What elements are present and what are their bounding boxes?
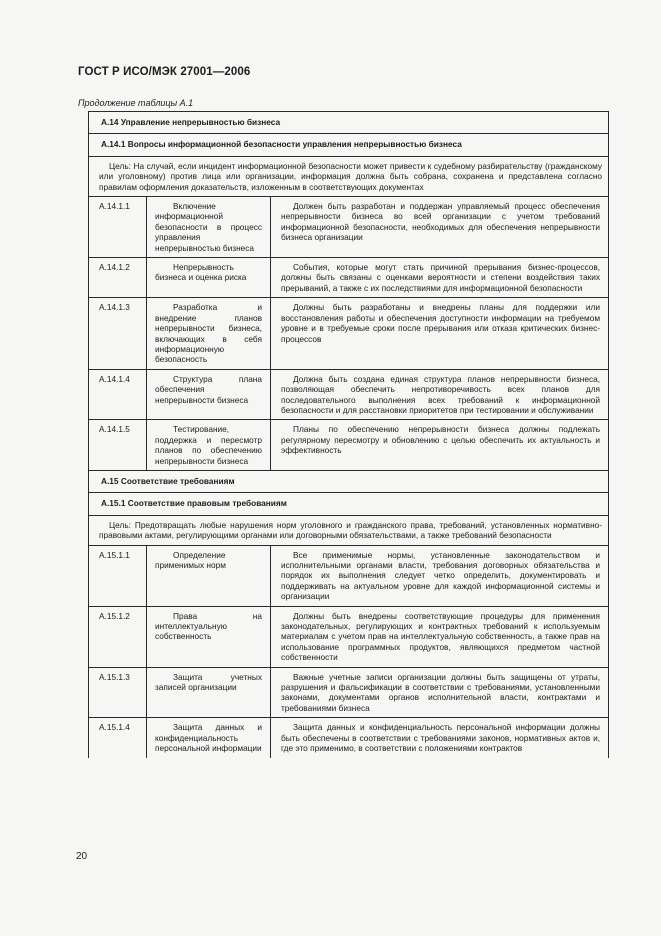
control-description: Защита данных и конфиденциальность персональной информации должны быть обеспечены в соответствии с требованиями законов, нормативных актов и, где это применимо, в соответствии с положениями контрактов [271,718,609,758]
section-title: А.15 Соответствие требованиям [89,470,609,492]
table-row [89,718,609,758]
subsection-title: А.14.1 Вопросы информационной безопасности управления непрерывностью бизнеса [89,134,609,156]
control-description: Должен быть разработан и поддержан управляемый процесс обеспечения непрерывности бизнеса во всей организации с учетом требований информационной безопасности, необходимых для обеспечения непрерывности бизнеса организации [271,197,609,258]
control-code: А.15.1.4 [89,718,147,758]
control-name: Тестирование, поддержка и пересмотр планов по обеспечению непрерывности бизнеса [147,420,271,471]
page-number: 20 [76,851,88,862]
control-description: Должна быть создана единая структура планов непрерывности бизнеса, позволяющая обеспечить непротиворечивость всех планов для последовательного выполнения всех требований к информационной безопасности и для расстановки приоритетов при тестировании и обслуживании [271,369,609,420]
control-name: Непрерывность бизнеса и оценка риска [147,258,271,298]
control-name: Защита данных и конфиденциальность персональной информации [147,718,271,758]
control-code: А.14.1.1 [89,197,147,258]
control-code: А.15.1.1 [89,545,147,606]
control-name: Определение применимых норм [147,545,271,606]
control-name: Права на интеллектуальную собственность [147,606,271,667]
control-description: События, которые могут стать причиной прерывания бизнес-процессов, должны быть связаны с оценками вероятности и степени воздействия таких прерываний, а также с их последствиями для информационной безопасности [271,258,609,298]
document-title: ГОСТ Р ИСО/МЭК 27001—2006 [78,66,251,78]
table-row [89,258,609,298]
table-row [89,606,609,667]
goal-text: Цель: Предотвращать любые нарушения норм уголовного и гражданского права, требований, установленных нормативно-правовыми актами, регулирующими органами или договорными обязательствами, а также требований безопасности [89,515,609,545]
control-description: Планы по обеспечению непрерывности бизнеса должны подлежать регулярному пересмотру и обновлению с целью обеспечить их актуальность и эффективность [271,420,609,471]
goal-row [89,156,609,196]
subsection-row [89,134,609,156]
subsection-row [89,493,609,515]
control-description: Важные учетные записи организации должны быть защищены от утраты, разрушения и фальсификации в соответствии с требованиями, установленными законами, документами органов исполнительной власти, контрактами и требованиями бизнеса [271,667,609,718]
goal-text: Цель: На случай, если инцидент информационной безопасности может привести к судебному разбирательству (гражданскому или уголовному) против лица или организации, информация должна быть собрана, сохранена и представлена согласно правилам оформления доказательств, изложенным в соответствующих документах [89,156,609,196]
table-row [89,667,609,718]
section-row [89,112,609,134]
control-code: А.15.1.2 [89,606,147,667]
control-name: Включение информационной безопасности в процесс управления непрерывностью бизнеса [147,197,271,258]
table-row [89,369,609,420]
goal-row [89,515,609,545]
section-row [89,470,609,492]
control-name: Структура плана обеспечения непрерывности бизнеса [147,369,271,420]
control-name: Разработка и внедрение планов непрерывности бизнеса, включающих в себя информационную безопасность [147,298,271,369]
control-code: А.15.1.3 [89,667,147,718]
section-title: А.14 Управление непрерывностью бизнеса [89,112,609,134]
control-code: А.14.1.5 [89,420,147,471]
table-row [89,197,609,258]
control-code: А.14.1.2 [89,258,147,298]
control-description: Все применимые нормы, установленные законодательством и исполнительными органами власти, требования договорных обязательства и порядок их выполнения следует четко определить, документировать и поддерживать на актуальном уровне для каждой информационной системы и организации [271,545,609,606]
subsection-title: А.15.1 Соответствие правовым требованиям [89,493,609,515]
table-row [89,298,609,369]
controls-table [88,111,609,758]
control-code: А.14.1.3 [89,298,147,369]
control-code: А.14.1.4 [89,369,147,420]
table-row [89,545,609,606]
table-caption: Продолжение таблицы А.1 [78,98,194,108]
control-name: Защита учетных записей организации [147,667,271,718]
control-description: Должны быть разработаны и внедрены планы для поддержки или восстановления работы и обеспечения доступности информации на требуемом уровне и в требуемые сроки после прерывания или отказа критических бизнес-процессов [271,298,609,369]
table-row [89,420,609,471]
control-description: Должны быть внедрены соответствующие процедуры для применения законодательных, регулирующих и контрактных требований к используемым материалам с учетом прав на интеллектуальную собственность, а также прав на использование программных продуктов, являющихся предметом частной собственности [271,606,609,667]
